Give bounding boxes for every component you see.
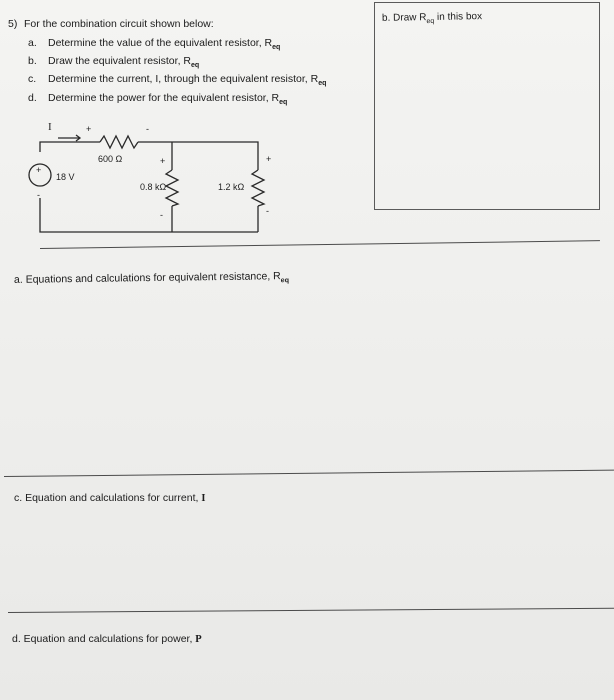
- resistor-1.2k-zigzag: [252, 170, 264, 206]
- draw-box-label-post: in this box: [434, 11, 483, 23]
- part-a-sub: eq: [272, 44, 281, 52]
- part-a: [28, 37, 280, 51]
- section-c-text: c. Equation and calculations for current,: [14, 492, 202, 504]
- r08k-label: 0.8 kΩ: [140, 182, 167, 192]
- divider-line-2: [4, 470, 614, 477]
- part-b-text: Draw the equivalent resistor, R: [48, 55, 191, 67]
- r600-label: 600 Ω: [98, 154, 123, 164]
- r12k-minus: -: [266, 206, 269, 216]
- part-b-letter: b.: [28, 55, 37, 67]
- wire-left-down: [40, 198, 258, 232]
- circuit-diagram: [20, 118, 280, 238]
- resistor-0.8k-zigzag: [166, 170, 178, 206]
- current-arrow: [58, 135, 80, 141]
- part-d-letter: d.: [28, 92, 37, 104]
- draw-req-box[interactable]: [374, 2, 600, 210]
- section-c-heading: [14, 492, 205, 504]
- r600-plus: +: [86, 124, 92, 134]
- draw-box-label-sub: eq: [426, 17, 435, 26]
- part-d-text: Determine the power for the equivalent resistor, R: [48, 92, 280, 104]
- source-minus: -: [37, 190, 40, 200]
- part-b-sub: eq: [190, 62, 200, 70]
- source-voltage-label: 18 V: [56, 172, 75, 182]
- wire-top-left: [40, 142, 100, 152]
- section-d-text: d. Equation and calculations for power,: [12, 633, 196, 645]
- part-c-letter: c.: [28, 73, 37, 85]
- r08k-plus: +: [160, 156, 166, 166]
- part-b: [28, 55, 199, 69]
- divider-line-1: [40, 240, 600, 249]
- question-number: 5): [8, 18, 18, 30]
- part-a-letter: a.: [28, 37, 37, 49]
- part-d: [28, 92, 287, 106]
- part-d-sub: eq: [279, 99, 288, 107]
- part-c: [28, 73, 326, 87]
- part-c-sub: eq: [318, 80, 327, 88]
- section-a-heading: [14, 270, 289, 288]
- current-label: I: [48, 121, 52, 133]
- section-a-text: a. Equations and calculations for equivalent resistance, R: [13, 270, 281, 286]
- resistor-600-zigzag: [100, 136, 138, 148]
- r12k-plus: +: [266, 154, 272, 164]
- r600-minus: -: [146, 124, 149, 134]
- r12k-label: 1.2 kΩ: [218, 182, 245, 192]
- part-a-text: Determine the value of the equivalent resistor, R: [48, 37, 273, 49]
- divider-line-3: [8, 608, 614, 613]
- section-a-sub: eq: [280, 277, 290, 285]
- wire-top-right: [138, 142, 258, 170]
- r08k-minus: -: [160, 210, 163, 220]
- source-plus: +: [36, 165, 42, 175]
- section-c-var: I: [201, 493, 206, 504]
- section-d-var: P: [195, 634, 202, 645]
- question-prompt: For the combination circuit shown below:: [24, 18, 214, 30]
- draw-box-label-pre: b. Draw R: [381, 12, 427, 24]
- part-c-text: Determine the current, I, through the equivalent resistor, R: [48, 73, 319, 85]
- draw-box-label: [382, 11, 482, 26]
- section-d-heading: [12, 633, 202, 645]
